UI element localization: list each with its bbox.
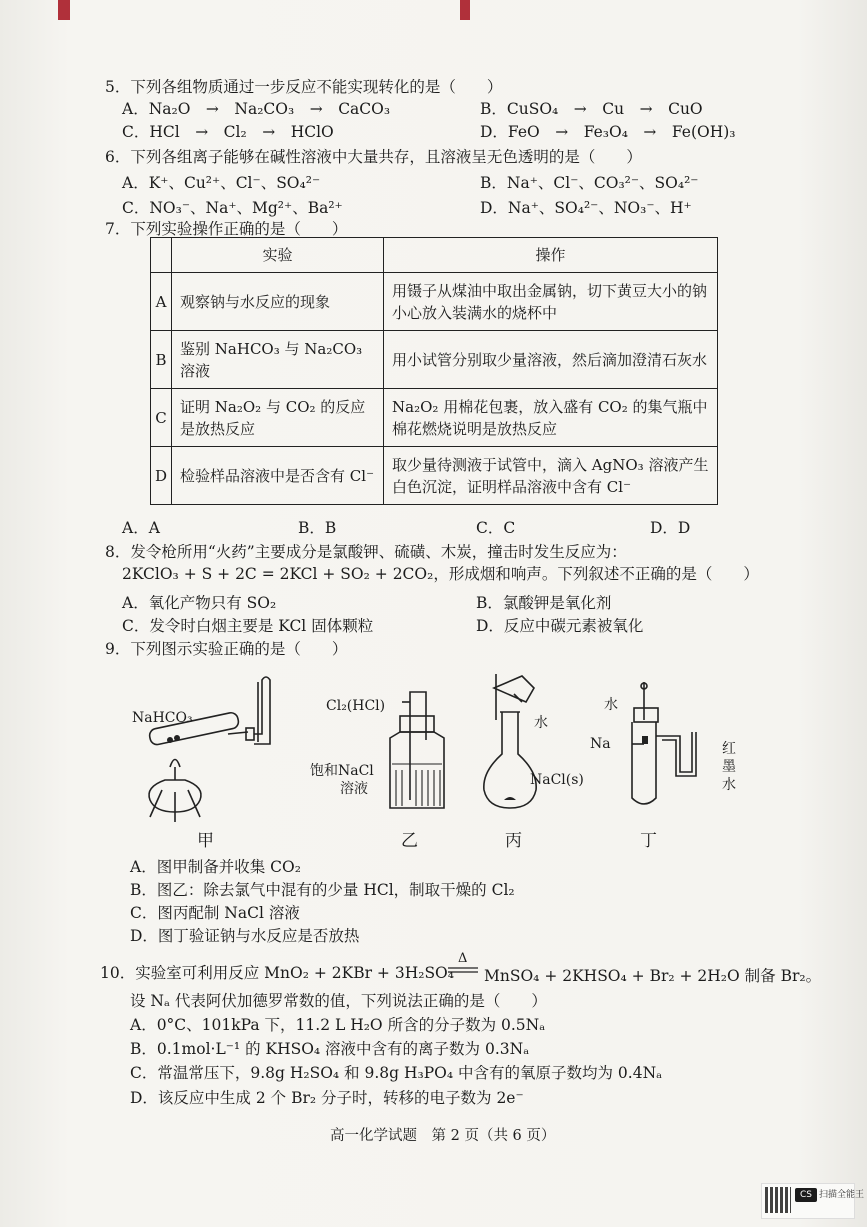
row-experiment: 鉴别 NaHCO₃ 与 Na₂CO₃ 溶液 (172, 331, 384, 389)
row-experiment: 观察钠与水反应的现象 (172, 273, 384, 331)
figure-ding-test-tube (620, 680, 720, 810)
fig-label-red-ink-3: 水 (722, 777, 736, 793)
figure-jia-apparatus (130, 672, 280, 832)
q6-option-d: D．Na⁺、SO₄²⁻、NO₃⁻、H⁺ (480, 199, 692, 217)
q10-heat-condition: Δ (458, 951, 468, 966)
q9-option-a: A．图甲制备并收集 CO₂ (130, 858, 301, 876)
fig-label-saturated-nacl: 饱和NaCl (310, 763, 374, 779)
table-row (151, 273, 718, 331)
caption-jia: 甲 (197, 831, 214, 851)
q10-option-b: B．0.1mol·L⁻¹ 的 KHSO₄ 溶液中含有的离子数为 0.3Nₐ (130, 1040, 530, 1058)
row-operation: 用镊子从煤油中取出金属钠，切下黄豆大小的钠小心放入装满水的烧杯中 (384, 273, 718, 331)
qr-code-icon (765, 1187, 791, 1213)
q8-equation: 2KClO₃ + S + 2C = 2KCl + SO₂ + 2CO₂，形成烟和响声。下列叙述不正确的是（ ） (122, 565, 759, 583)
row-operation: 用小试管分别取少量溶液，然后滴加澄清石灰水 (384, 331, 718, 389)
table-header-operation: 操作 (384, 238, 718, 273)
q7-option-a: A．A (122, 519, 160, 537)
q8-option-c: C．发令时白烟主要是 KCl 固体颗粒 (122, 617, 374, 635)
q9-option-b: B．图乙：除去氯气中混有的少量 HCl，制取干燥的 Cl₂ (130, 881, 515, 899)
row-experiment: 证明 Na₂O₂ 与 CO₂ 的反应是放热反应 (172, 389, 384, 447)
fig-label-nacl-solid: NaCl(s) (530, 772, 584, 788)
red-edge-mark (460, 0, 470, 20)
q8-stem: 8．发令枪所用“火药”主要成分是氯酸钾、硫磺、木炭，撞击时发生反应为： (105, 543, 627, 561)
q8-option-d: D．反应中碳元素被氧化 (476, 617, 644, 635)
fig-label-na: Na (590, 736, 611, 752)
q10-line2: 设 Nₐ 代表阿伏加德罗常数的值，下列说法正确的是（ ） (130, 992, 547, 1010)
caption-ding: 丁 (640, 831, 657, 851)
q10-stem-post: MnSO₄ + 2KHSO₄ + Br₂ + 2H₂O 制备 Br₂。 (484, 967, 822, 985)
row-operation: 取少量待测液于试管中，滴入 AgNO₃ 溶液产生白色沉淀，证明样品溶液中含有 Cl⁻ (384, 447, 718, 505)
row-letter: A (151, 273, 172, 331)
q7-option-b: B．B (298, 519, 337, 537)
table-row (151, 447, 718, 505)
fig-label-water-c: 水 (534, 715, 548, 731)
q9-option-c: C．图丙配制 NaCl 溶液 (130, 904, 300, 922)
q7-table (150, 237, 718, 505)
q5-option-a: A．Na₂O → Na₂CO₃ → CaCO₃ (122, 100, 391, 118)
row-operation: Na₂O₂ 用棉花包裹，放入盛有 CO₂ 的集气瓶中棉花燃烧说明是放热反应 (384, 389, 718, 447)
q6-stem: 6．下列各组离子能够在碱性溶液中大量共存，且溶液呈无色透明的是（ ） (105, 148, 642, 166)
q5-option-b: B．CuSO₄ → Cu → CuO (480, 100, 703, 118)
q6-option-b: B．Na⁺、Cl⁻、CO₃²⁻、SO₄²⁻ (480, 174, 699, 192)
table-row (151, 331, 718, 389)
scanner-brand-text: 扫描全能王 (819, 1190, 865, 1200)
fig-label-cl2-hcl: Cl₂(HCl) (326, 698, 386, 714)
caption-yi: 乙 (401, 831, 418, 851)
q10-option-a: A．0°C、101kPa 下，11.2 L H₂O 所含的分子数为 0.5Nₐ (130, 1016, 546, 1034)
q8-option-b: B．氯酸钾是氧化剂 (476, 594, 612, 612)
q9-option-d: D．图丁验证钠与水反应是否放热 (130, 927, 360, 945)
fig-label-water-d: 水 (604, 697, 618, 713)
figure-bing-volumetric-flask (480, 672, 540, 812)
q10-stem-pre: 10．实验室可利用反应 MnO₂ + 2KBr + 3H₂SO₄ (100, 964, 454, 982)
q7-stem: 7．下列实验操作正确的是（ ） (105, 220, 348, 238)
camscanner-logo-icon: CS (795, 1188, 817, 1202)
row-experiment: 检验样品溶液中是否含有 Cl⁻ (172, 447, 384, 505)
q10-equilibrium-sign (446, 966, 480, 974)
q6-option-a: A．K⁺、Cu²⁺、Cl⁻、SO₄²⁻ (122, 174, 321, 192)
page-footer: 高一化学试题 第 2 页（共 6 页） (330, 1128, 556, 1144)
fig-label-nahco3: NaHCO₃ (132, 710, 193, 726)
scanner-watermark (761, 1183, 865, 1219)
row-letter: D (151, 447, 172, 505)
q5-option-c: C．HCl → Cl₂ → HClO (122, 123, 334, 141)
table-header-experiment: 实验 (172, 238, 384, 273)
fig-label-red-ink-2: 墨 (722, 759, 736, 775)
table-row (151, 389, 718, 447)
q6-option-c: C．NO₃⁻、Na⁺、Mg²⁺、Ba²⁺ (122, 199, 343, 217)
row-letter: B (151, 331, 172, 389)
caption-bing: 丙 (505, 831, 522, 851)
fig-label-solution: 溶液 (340, 781, 368, 797)
q8-option-a: A．氧化产物只有 SO₂ (122, 594, 277, 612)
q7-option-c: C．C (476, 519, 516, 537)
table-header-row (151, 238, 718, 273)
q7-option-d: D．D (650, 519, 691, 537)
q10-option-c: C．常温常压下，9.8g H₂SO₄ 和 9.8g H₃PO₄ 中含有的氧原子数均为 0.4Nₐ (130, 1064, 663, 1082)
q5-stem: 5．下列各组物质通过一步反应不能实现转化的是（ ） (105, 78, 503, 96)
figure-yi-gas-washing-bottle (382, 690, 452, 818)
q10-option-d: D．该反应中生成 2 个 Br₂ 分子时，转移的电子数为 2e⁻ (130, 1089, 524, 1107)
red-edge-mark (58, 0, 70, 20)
fig-label-red-ink-1: 红 (722, 741, 736, 757)
q5-option-d: D．FeO → Fe₃O₄ → Fe(OH)₃ (480, 123, 736, 141)
row-letter: C (151, 389, 172, 447)
q9-stem: 9．下列图示实验正确的是（ ） (105, 640, 348, 658)
